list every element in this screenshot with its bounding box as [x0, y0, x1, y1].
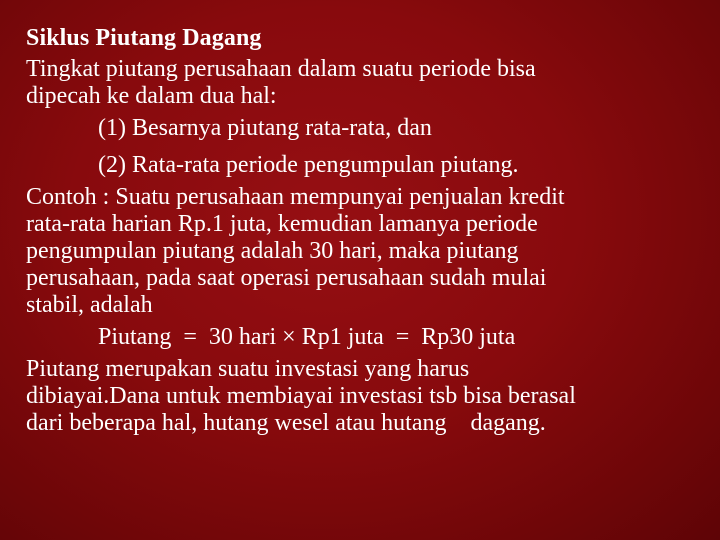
slide-content — [26, 22, 706, 437]
closing-line-3: dari beberapa hal, hutang wesel atau hutang dagang. — [26, 410, 546, 436]
example-line-1: Contoh : Suatu perusahaan mempunyai penjualan kredit — [26, 184, 565, 210]
example-line-5: stabil, adalah — [26, 292, 153, 318]
example-line-3: pengumpulan piutang adalah 30 hari, maka piutang — [26, 238, 519, 264]
point-1: (1) Besarnya piutang rata-rata, dan — [98, 115, 432, 141]
example-line-4: perusahaan, pada saat operasi perusahaan sudah mulai — [26, 265, 547, 291]
example-line-2: rata-rata harian Rp.1 juta, kemudian lamanya periode — [26, 211, 538, 237]
formula-line: Piutang = 30 hari × Rp1 juta = Rp30 juta — [98, 324, 516, 350]
slide-title: Siklus Piutang Dagang — [26, 25, 262, 51]
closing-line-2: dibiayai.Dana untuk membiayai investasi tsb bisa berasal — [26, 383, 576, 409]
closing-line-1: Piutang merupakan suatu investasi yang harus — [26, 356, 470, 382]
intro-line-1: Tingkat piutang perusahaan dalam suatu periode bisa — [26, 56, 536, 82]
point-2: (2) Rata-rata periode pengumpulan piutang. — [98, 152, 519, 178]
intro-line-2: dipecah ke dalam dua hal: — [26, 83, 277, 109]
